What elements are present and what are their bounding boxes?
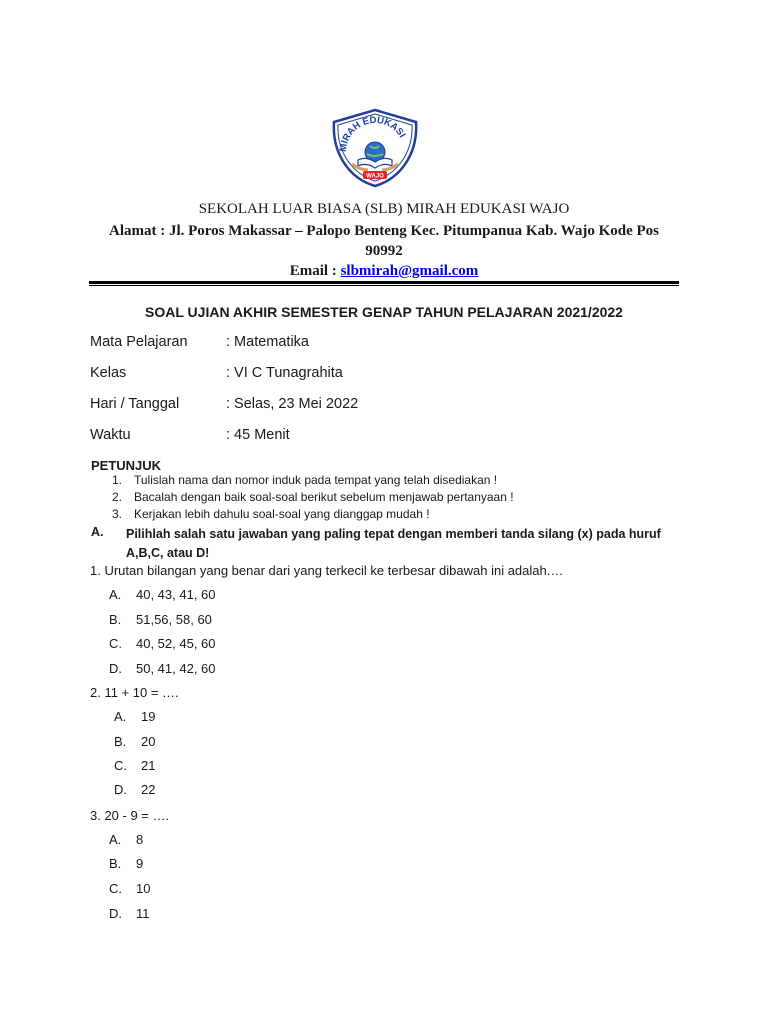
info-label-date: Hari / Tanggal [90, 396, 180, 412]
q3-option-a: A. 8 [109, 832, 144, 847]
info-value-time: : 45 Menit [226, 427, 290, 443]
instruction-number: 1. [112, 473, 123, 487]
logo-bottom-text: WAJO [366, 173, 384, 180]
instruction-text: Kerjakan lebih dahulu soal-soal yang dianggap mudah ! [134, 507, 430, 521]
info-label-class: Kelas [90, 365, 127, 381]
info-label-time: Waktu [90, 427, 131, 443]
instructions-heading: PETUNJUK [91, 458, 162, 473]
instruction-item [112, 473, 497, 487]
q2-option-a: A. 19 [114, 709, 156, 724]
q1-option-c: C. 40, 52, 45, 60 [109, 636, 216, 651]
email-line [0, 263, 768, 280]
header-rule-thick [89, 281, 679, 284]
info-value-date: : Selas, 23 Mei 2022 [226, 396, 359, 412]
info-value-subject: : Matematika [226, 334, 309, 350]
info-value-class: : VI C Tunagrahita [226, 365, 343, 381]
instruction-item [112, 490, 514, 504]
email-link[interactable]: slbmirah@gmail.com [340, 263, 479, 279]
question-2: 2. 11 + 10 = …. [90, 685, 179, 700]
q1-option-b: B. 51,56, 58, 60 [109, 612, 212, 627]
question-1: 1. Urutan bilangan yang benar dari yang terkecil ke terbesar dibawah ini adalah.… [90, 563, 564, 578]
school-name: SEKOLAH LUAR BIASA (SLB) MIRAH EDUKASI WAJO [198, 201, 570, 217]
logo-arc-text: MIRAH EDUKASI [337, 114, 408, 153]
exam-title: SOAL UJIAN AKHIR SEMESTER GENAP TAHUN PELAJARAN 2021/2022 [145, 304, 623, 320]
q2-option-d: D. 22 [114, 782, 156, 797]
instruction-item [112, 507, 430, 521]
school-logo [330, 108, 420, 188]
instruction-number: 2. [112, 490, 123, 504]
q3-option-b: B. 9 [109, 856, 144, 871]
section-a-text: Pilihlah salah satu jawaban yang paling tepat dengan memberi tanda silang (x) pada huruf A,B,C, atau D! [126, 527, 661, 560]
q3-option-d: D. 11 [109, 906, 150, 921]
q2-option-b: B. 20 [114, 734, 156, 749]
header-rule-thin [89, 285, 679, 286]
instruction-text: Tulislah nama dan nomor induk pada tempat yang telah disediakan ! [134, 473, 498, 487]
q1-option-d: D. 50, 41, 42, 60 [109, 661, 216, 676]
q3-option-c: C. 10 [109, 881, 151, 896]
section-a-letter: A. [91, 525, 104, 539]
q1-option-a: A. 40, 43, 41, 60 [109, 587, 216, 602]
instruction-text: Bacalah dengan baik soal-soal berikut sebelum menjawab pertanyaan ! [134, 490, 514, 504]
q2-option-c: C. 21 [114, 758, 156, 773]
question-3: 3. 20 - 9 = …. [90, 808, 170, 823]
email-label: Email : [289, 263, 341, 279]
instruction-number: 3. [112, 507, 123, 521]
school-address: Alamat : Jl. Poros Makassar – Palopo Benteng Kec. Pitumpanua Kab. Wajo Kode Pos 90992 [108, 223, 660, 259]
info-label-subject: Mata Pelajaran [90, 334, 188, 350]
